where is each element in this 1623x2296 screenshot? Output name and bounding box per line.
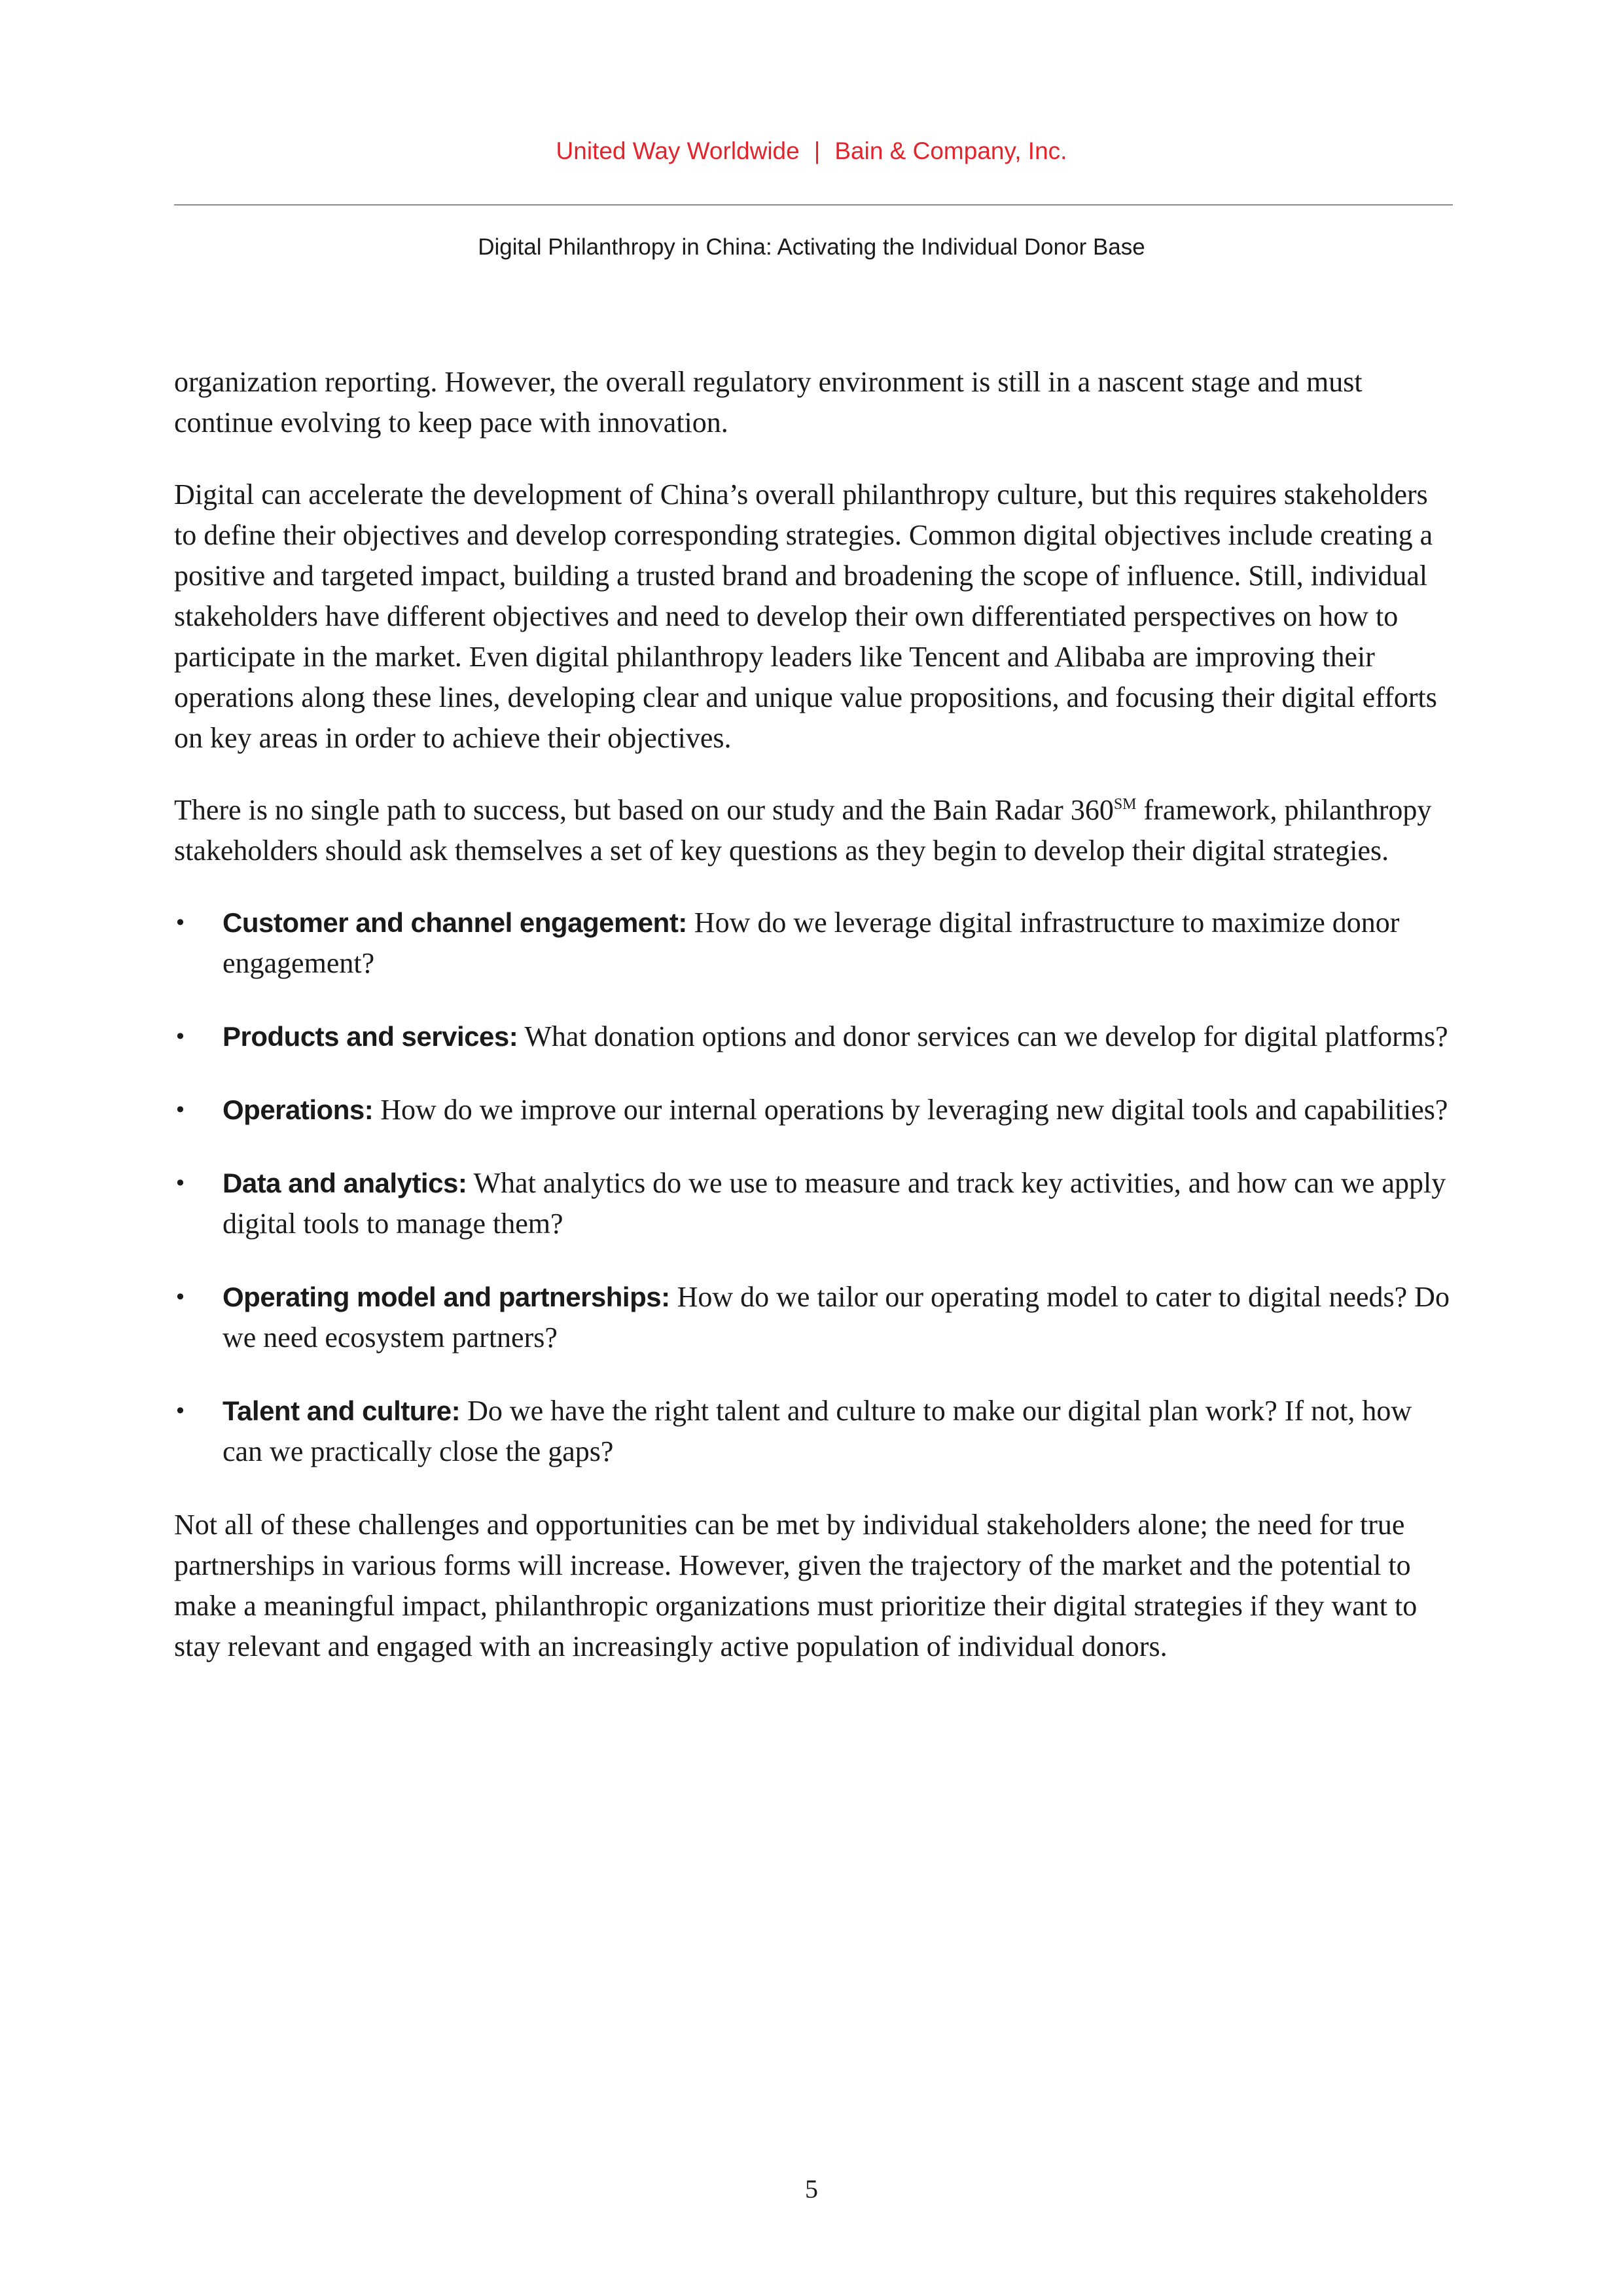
bullet-icon: •: [174, 910, 187, 935]
bullet-icon: •: [174, 1399, 187, 1424]
report-title: Digital Philanthropy in China: Activating the Individual Donor Base: [478, 234, 1145, 260]
bullet-icon: •: [174, 1171, 187, 1196]
list-item-heading: Operating model and partnerships:: [223, 1282, 670, 1312]
list-item-heading: Products and services:: [223, 1021, 518, 1052]
bullet-icon: •: [174, 1285, 187, 1310]
header-separator: |: [813, 137, 821, 164]
header-org-left: United Way Worldwide: [556, 137, 800, 164]
list-item-operating-model: [174, 1277, 1453, 1358]
list-item-text: What donation options and donor services can we develop for digital platforms?: [518, 1020, 1448, 1052]
paragraph-3-text-a: There is no single path to success, but based on our study and the Bain Radar 360: [174, 794, 1114, 826]
page-number: 5: [805, 2174, 818, 2204]
running-header: [0, 135, 1623, 168]
paragraph-2: Digital can accelerate the development of China’s overall philanthropy culture, but this requires stakeholders to define their objectives and develop corresponding strategies. Common digital objectives include creating a positive and targeted impact, building a trusted brand and broadening the scope of influence. Still, individual stakeholders have different objectives and need to develop their own differentiated perspectives on how to participate in the market. Even digital philanthropy leaders like Tencent and Alibaba are improving their operations along these lines, developing clear and unique value propositions, and focusing their digital efforts on key areas in order to achieve their objectives.: [174, 478, 1437, 754]
paragraph-3-text-b: framework, philanthropy stakeholders should ask themselves a set of key questions as they begin to develop their digital strategies.: [174, 794, 1432, 867]
paragraph-3: [174, 790, 1453, 871]
paragraph-4: Not all of these challenges and opportunities can be met by individual stakeholders alone; the need for true partnerships in various forms will increase. However, given the trajectory of the market and the potential to make a meaningful impact, philanthropic organizations must prioritize their digital strategies if they want to stay relevant and engaged with an increasingly active population of individual donors.: [174, 1509, 1418, 1662]
list-item-text: How do we tailor our operating model to cater to digital needs? Do we need ecosystem partners?: [223, 1281, 1450, 1354]
list-item-products-services: [174, 1016, 1453, 1057]
list-item-text: How do we improve our internal operations by leveraging new digital tools and capabilities?: [373, 1094, 1448, 1126]
list-item-talent-culture: [174, 1391, 1453, 1472]
list-item-operations: [174, 1090, 1453, 1130]
header-divider: [174, 204, 1453, 206]
list-item-text: What analytics do we use to measure and track key activities, and how can we apply digital tools to manage them?: [223, 1167, 1446, 1240]
paragraph-1: organization reporting. However, the overall regulatory environment is still in a nascent stage and must continue evolving to keep pace with innovation.: [174, 366, 1363, 439]
service-mark-superscript: SM: [1113, 796, 1137, 813]
list-item-customer-channel: [174, 903, 1453, 984]
header-org-right: Bain & Company, Inc.: [834, 137, 1067, 164]
key-questions-list: [174, 903, 1453, 1472]
list-item-heading: Operations:: [223, 1094, 374, 1125]
list-item-data-analytics: [174, 1163, 1453, 1244]
bullet-icon: •: [174, 1098, 187, 1122]
list-item-heading: Talent and culture:: [223, 1395, 461, 1426]
list-item-heading: Customer and channel engagement:: [223, 907, 687, 938]
bullet-icon: •: [174, 1024, 187, 1049]
main-content: [174, 362, 1453, 1698]
list-item-text: How do we leverage digital infrastructure to maximize donor engagement?: [223, 906, 1400, 979]
list-item-text: Do we have the right talent and culture to make our digital plan work? If not, how can we practically close the gaps?: [223, 1395, 1412, 1467]
list-item-heading: Data and analytics:: [223, 1168, 467, 1198]
